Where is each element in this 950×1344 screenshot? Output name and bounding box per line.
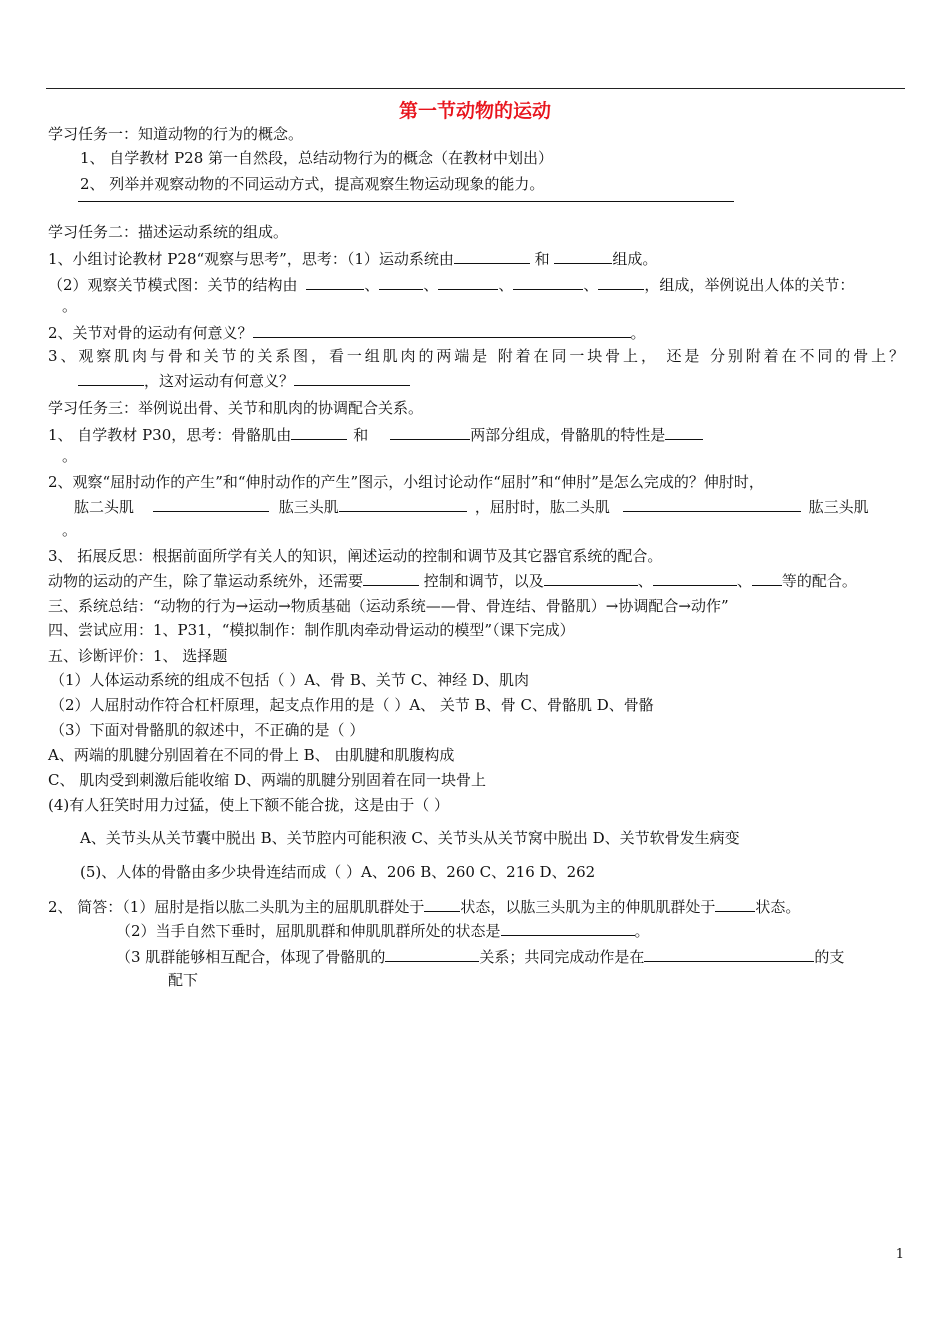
period-mark: 。: [62, 521, 78, 539]
evaluation-heading: 五、诊断评价：1、 选择题: [48, 647, 228, 665]
blank[interactable]: [385, 946, 479, 962]
question-line: 3、 拓展反思：根据前面所学有关人的知识，阐述运动的控制和调节及其它器官系统的配合。: [48, 547, 663, 565]
blank[interactable]: [752, 570, 782, 586]
question-text: 、: [423, 276, 439, 294]
blank[interactable]: [294, 370, 410, 386]
question-text: 1、小组讨论教材 P28“观察与思考”，思考：（1）运动系统由: [48, 250, 454, 268]
blank[interactable]: [253, 322, 631, 338]
question-line: [74, 496, 869, 517]
choice-question: (4)有人狂笑时用力过猛，使上下额不能合拢，这是由于（ ）: [48, 796, 450, 814]
period-mark: 。: [62, 447, 78, 465]
task-one-item-1: 1、 自学教材 P28 第一自然段，总结动物行为的概念（在教材中划出）: [80, 149, 554, 167]
question-text: 和: [529, 250, 555, 268]
page-title: 第一节动物的运动: [398, 100, 551, 122]
blank[interactable]: [306, 274, 364, 290]
question-line: [48, 570, 857, 591]
question-line: [78, 370, 410, 391]
blank[interactable]: [454, 248, 530, 264]
blank[interactable]: [339, 496, 467, 512]
blank[interactable]: [644, 946, 814, 962]
question-text: 肱三头肌: [808, 498, 869, 516]
question-text: ，屈肘时，肱二头肌: [474, 498, 610, 516]
blank[interactable]: [424, 896, 460, 912]
question-line: [48, 274, 854, 295]
question-text: 、: [637, 572, 653, 590]
period-mark: 。: [62, 297, 78, 315]
question-text: 2、关节对骨的运动有何意义？: [48, 324, 253, 342]
task-one-item-2: 2、 列举并观察动物的不同运动方式，提高观察生物运动现象的能力。: [80, 175, 545, 193]
question-text: 关系；共同完成动作是在: [479, 948, 645, 966]
question-text: 。: [634, 922, 650, 940]
question-text: 、: [736, 572, 752, 590]
question-text: 、: [364, 276, 380, 294]
answer-line: [78, 201, 734, 202]
task-two-heading: 学习任务二：描述运动系统的组成。: [48, 223, 289, 241]
blank[interactable]: [438, 274, 498, 290]
question-text: （2）当手自然下垂时，屈肌肌群和伸肌肌群所处的状态是: [116, 922, 501, 940]
task-one-heading: 学习任务一：知道动物的行为的概念。: [48, 125, 304, 143]
choice-option: C、 肌肉受到刺激后能收缩 D、两端的肌腱分别固着在同一块骨上: [48, 771, 487, 789]
header-rule: [46, 88, 905, 89]
question-text: （2）观察关节模式图：关节的结构由: [48, 276, 298, 294]
question-text: 状态，以肱三头肌为主的伸肌肌群处于: [460, 898, 716, 916]
question-line: 3、观察肌肉与骨和关节的关系图，看一组肌肉的两端是 附着在同一块骨上， 还是 分别附着在不同的骨上？: [48, 347, 904, 365]
short-answer-line: [48, 896, 800, 917]
blank[interactable]: [291, 424, 347, 440]
short-answer-line: [116, 946, 844, 967]
question-text: 状态。: [755, 898, 801, 916]
choice-question: （3）下面对骨骼肌的叙述中，不正确的是（ ）: [50, 721, 365, 739]
question-text: 两部分组成，骨骼肌的特性是: [470, 426, 666, 444]
blank[interactable]: [379, 274, 423, 290]
question-text: ，组成，举例说出人体的关节：: [644, 276, 855, 294]
blank[interactable]: [363, 570, 419, 586]
question-line: [48, 424, 703, 445]
question-text: 动物的运动的产生，除了靠运动系统外，还需要: [48, 572, 364, 590]
question-text: 的支: [814, 948, 845, 966]
blank[interactable]: [78, 370, 144, 386]
blank[interactable]: [390, 424, 470, 440]
short-answer-line: [116, 920, 650, 941]
application-line: 四、尝试应用：1、P31，“模拟制作：制作肌肉牵动骨运动的模型”（课下完成）: [48, 621, 575, 639]
question-text: 等的配合。: [781, 572, 857, 590]
blank[interactable]: [598, 274, 644, 290]
page-number: 1: [895, 1247, 904, 1262]
task-three-heading: 学习任务三：举例说出骨、关节和肌肉的协调配合关系。: [48, 399, 424, 417]
choice-option: A、两端的肌腱分别固着在不同的骨上 B、 由肌腱和肌腹构成: [48, 746, 455, 764]
choice-option: A、关节头从关节囊中脱出 B、关节腔内可能积液 C、关节头从关节窝中脱出 D、关节软骨发生病变: [80, 829, 740, 847]
blank[interactable]: [153, 496, 269, 512]
question-text: 2、 简答：（1）屈肘是指以肱二头肌为主的屈肌肌群处于: [48, 898, 425, 916]
question-line: 2、观察“屈肘动作的产生”和“伸肘动作的产生”图示，小组讨论动作“屈肘”和“伸肘”是怎么完成的？伸肘时，: [48, 473, 764, 491]
question-text: 和: [353, 426, 369, 444]
blank[interactable]: [665, 424, 703, 440]
question-line: [48, 322, 646, 343]
question-text: 控制和调节，以及: [419, 572, 544, 590]
blank[interactable]: [501, 920, 635, 936]
question-text: 肱三头肌: [278, 498, 339, 516]
question-text: 1、 自学教材 P30，思考：骨骼肌由: [48, 426, 292, 444]
question-text: 组成。: [612, 250, 658, 268]
short-answer-line: 配下: [168, 971, 199, 989]
blank[interactable]: [715, 896, 755, 912]
blank[interactable]: [653, 570, 737, 586]
question-text: 、: [583, 276, 599, 294]
summary-line: 三、系统总结：“动物的行为→运动→物质基础（运动系统——骨、骨连结、骨骼肌）→协调配合→动作”: [48, 597, 729, 615]
blank[interactable]: [513, 274, 583, 290]
choice-question: （2）人屈肘动作符合杠杆原理，起支点作用的是（ ）A、 关节 B、骨 C、骨骼肌 D、骨骼: [50, 696, 654, 714]
question-text: 、: [498, 276, 514, 294]
choice-question: （1）人体运动系统的组成不包括（ ）A、骨 B、关节 C、神经 D、肌肉: [50, 671, 529, 689]
blank[interactable]: [623, 496, 801, 512]
question-text: （3 肌群能够相互配合，体现了骨骼肌的: [116, 948, 386, 966]
question-text: ，这对运动有何意义？: [144, 372, 295, 390]
question-text: 。: [630, 324, 646, 342]
question-text: 肱二头肌: [74, 498, 135, 516]
blank[interactable]: [544, 570, 638, 586]
blank[interactable]: [554, 248, 612, 264]
question-line: [48, 248, 657, 269]
choice-question: (5)、人体的骨骼由多少块骨连结而成（ ）A、206 B、260 C、216 D、262: [80, 863, 596, 881]
